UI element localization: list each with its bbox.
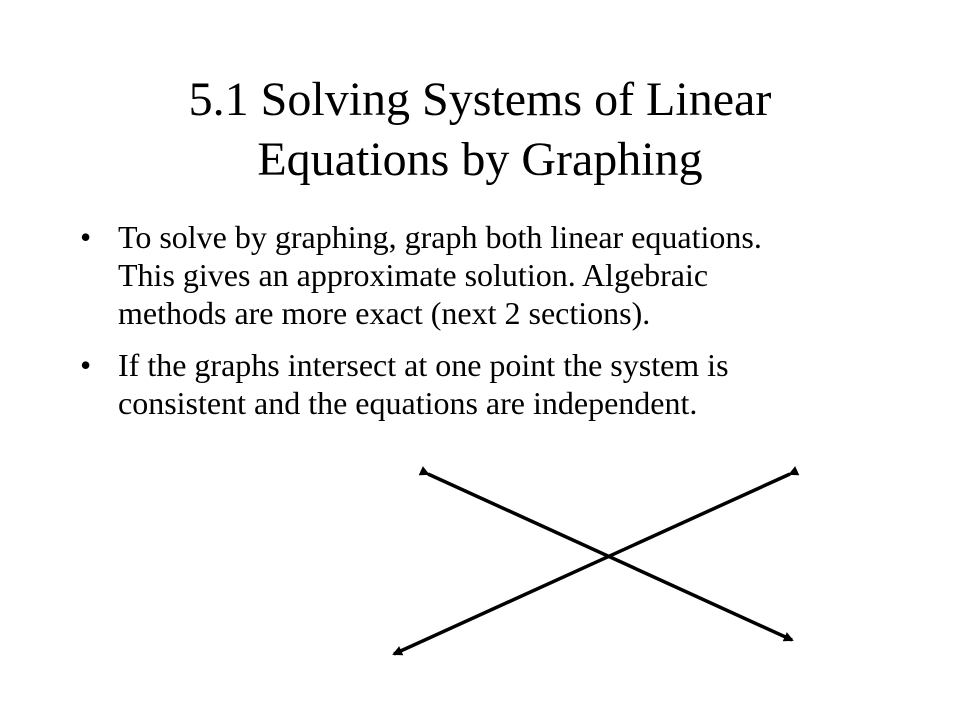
bullet-dot-icon: • <box>80 219 92 255</box>
bullet-item-intersect <box>80 346 910 422</box>
bullet-text-line: This gives an approximate solution. Algebraic <box>118 257 709 293</box>
intersecting-lines-icon <box>380 460 820 670</box>
bullet-text-line: methods are more exact (next 2 sections). <box>118 295 651 331</box>
bullet-dot-icon: • <box>80 347 92 383</box>
bullet-text-line: If the graphs intersect at one point the system is <box>118 347 729 383</box>
bullet-item-graphing <box>80 218 910 332</box>
title-line-1: 5.1 Solving Systems of Linear <box>188 73 772 126</box>
slide-title <box>60 70 900 190</box>
bullet-text-line: To solve by graphing, graph both linear equations. <box>118 219 762 255</box>
bullet-list <box>80 218 910 436</box>
line-ascending-icon <box>394 474 790 654</box>
title-line-2: Equations by Graphing <box>257 133 703 186</box>
bullet-text-line: consistent and the equations are independent. <box>118 385 698 421</box>
